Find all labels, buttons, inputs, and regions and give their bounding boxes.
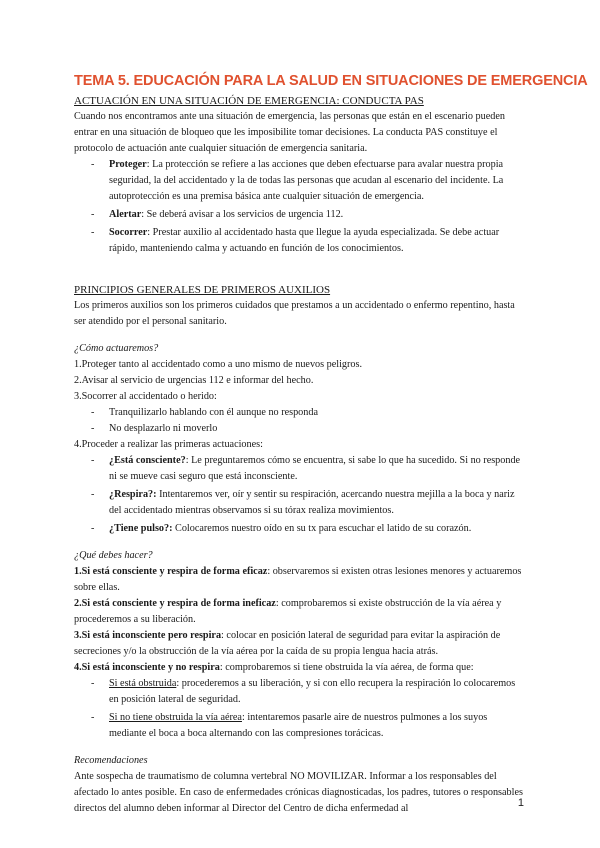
definition: Intentaremos ver, oír y sentir su respiración, acercando nuestra mejilla a la boca y nariz del accidentado mientras observamos si su tórax realiza movimientos.: [109, 489, 515, 516]
term: Proteger: [109, 159, 147, 170]
step: 2.Avisar al servicio de urgencias 112 e informar del hecho.: [74, 375, 314, 386]
pas-list: [74, 157, 524, 257]
list-item: [74, 225, 524, 257]
document-body: [74, 93, 524, 817]
step: 4.Proceder a realizar las primeras actuaciones:: [74, 439, 263, 450]
definition: : Le preguntaremos cómo se encuentra, si sabe lo que ha sucedido. Si no responde ni se mueve casi seguro que está inconsciente.: [109, 455, 521, 482]
step: 3.Socorrer al accidentado o herido:: [74, 391, 217, 402]
list-item: [74, 521, 524, 537]
term: Si está obstruida: [109, 678, 177, 689]
page-number: 1: [517, 797, 524, 809]
case-item: [74, 564, 524, 596]
section-heading-first-aid: PRINCIPIOS GENERALES DE PRIMEROS AUXILIOS: [74, 284, 331, 296]
term: 4.Si está inconsciente y no respira: [74, 662, 220, 673]
term: 3.Si está inconsciente pero respira: [74, 630, 222, 641]
term: ¿Está consciente?: [109, 455, 186, 466]
subheading-recommendations: Recomendaciones: [74, 755, 148, 766]
term: 1.Si está consciente y respira de forma eficaz: [74, 566, 268, 577]
definition: : Se deberá avisar a los servicios de urgencia 112.: [141, 209, 344, 220]
term: ¿Respira?:: [109, 489, 157, 500]
definition: : observaremos si existen otras lesiones menores y actuaremos sobre ellas.: [74, 566, 522, 593]
term: Si no tiene obstruida la vía aérea: [109, 712, 242, 723]
step: 1.Proteger tanto al accidentado como a uno mismo de nuevos peligros.: [74, 359, 363, 370]
list-item: [74, 487, 524, 519]
recommendations-text: Ante sospecha de traumatismo de columna vertebral NO MOVILIZAR. Informar a los responsables del afectado lo antes posible. En caso de enfermedades crónicas diagnosticadas, los padres, tutores o responsables directos del alumno deben informar al Director del Centro de dicha enfermedad al: [74, 771, 523, 814]
subheading-how: ¿Cómo actuaremos?: [74, 343, 159, 354]
list-item: [74, 676, 524, 708]
section-intro-pas: Cuando nos encontramos ante una situación de emergencia, las personas que están en el escenario pueden entrar en una situación de bloqueo que les imposibilite tomar decisiones. La conducta PAS constituye el protocolo de actuación ante cualquier situación de emergencia sanitaria.: [74, 111, 505, 154]
list-item: - Tranquilizarlo hablando con él aunque no responda: [74, 405, 524, 421]
step4-list: [74, 453, 524, 537]
case-item: [74, 660, 524, 676]
term: ¿Tiene pulso?:: [109, 523, 173, 534]
term: Socorrer: [109, 227, 148, 238]
definition: Colocaremos nuestro oído en su tx para escuchar el latido de su corazón.: [172, 523, 472, 534]
definition: : La protección se refiere a las acciones que deben efectuarse para avalar nuestra propia seguridad, la del accidentado y la de todas las personas que acudan al escenario del incidente. La autoprotección es una premisa básica ante cualquier situación de emergencia.: [109, 159, 504, 202]
definition: : colocar en posición lateral de seguridad para evitar la aspiración de secreciones y/o la obstrucción de la vía aérea por la caída de su propia lengua hacia atrás.: [74, 630, 501, 657]
definition: : intentaremos pasarle aire de nuestros pulmones a los suyos mediante el boca a boca alternando con las compresiones torácicas.: [109, 712, 488, 739]
document-title: TEMA 5. EDUCACIÓN PARA LA SALUD EN SITUACIONES DE EMERGENCIA: [74, 73, 588, 89]
list-item: [74, 207, 524, 223]
definition: : procederemos a su liberación, y si con ello recupera la respiración lo colocaremos en posición lateral de seguridad.: [109, 678, 516, 705]
term: Alertar: [109, 209, 142, 220]
section-intro-first-aid: Los primeros auxilios son los primeros cuidados que prestamos a un accidentado o enfermo repentino, hasta ser atendido por el personal sanitario.: [74, 300, 515, 327]
definition: : comprobaremos si tiene obstruida la vía aérea, de forma que:: [219, 662, 474, 673]
section-heading-pas: ACTUACIÓN EN UNA SITUACIÓN DE EMERGENCIA: CONDUCTA PAS: [74, 95, 424, 107]
term: 2.Si está consciente y respira de forma ineficaz: [74, 598, 276, 609]
list-item: - No desplazarlo ni moverlo: [74, 421, 524, 437]
case4-list: [74, 676, 524, 742]
definition: : Prestar auxilio al accidentado hasta que llegue la ayuda especializada. Se debe actuar rápido, manteniendo calma y actuando en función de los conocimientos.: [109, 227, 500, 254]
definition: : comprobaremos si existe obstrucción de la vía aérea y procederemos a su liberación.: [74, 598, 502, 625]
case-item: [74, 596, 524, 628]
case-item: [74, 628, 524, 660]
list-item: [74, 453, 524, 485]
subheading-what: ¿Qué debes hacer?: [74, 550, 153, 561]
step3-list: [74, 405, 524, 437]
list-item: [74, 710, 524, 742]
list-item: [74, 157, 524, 205]
